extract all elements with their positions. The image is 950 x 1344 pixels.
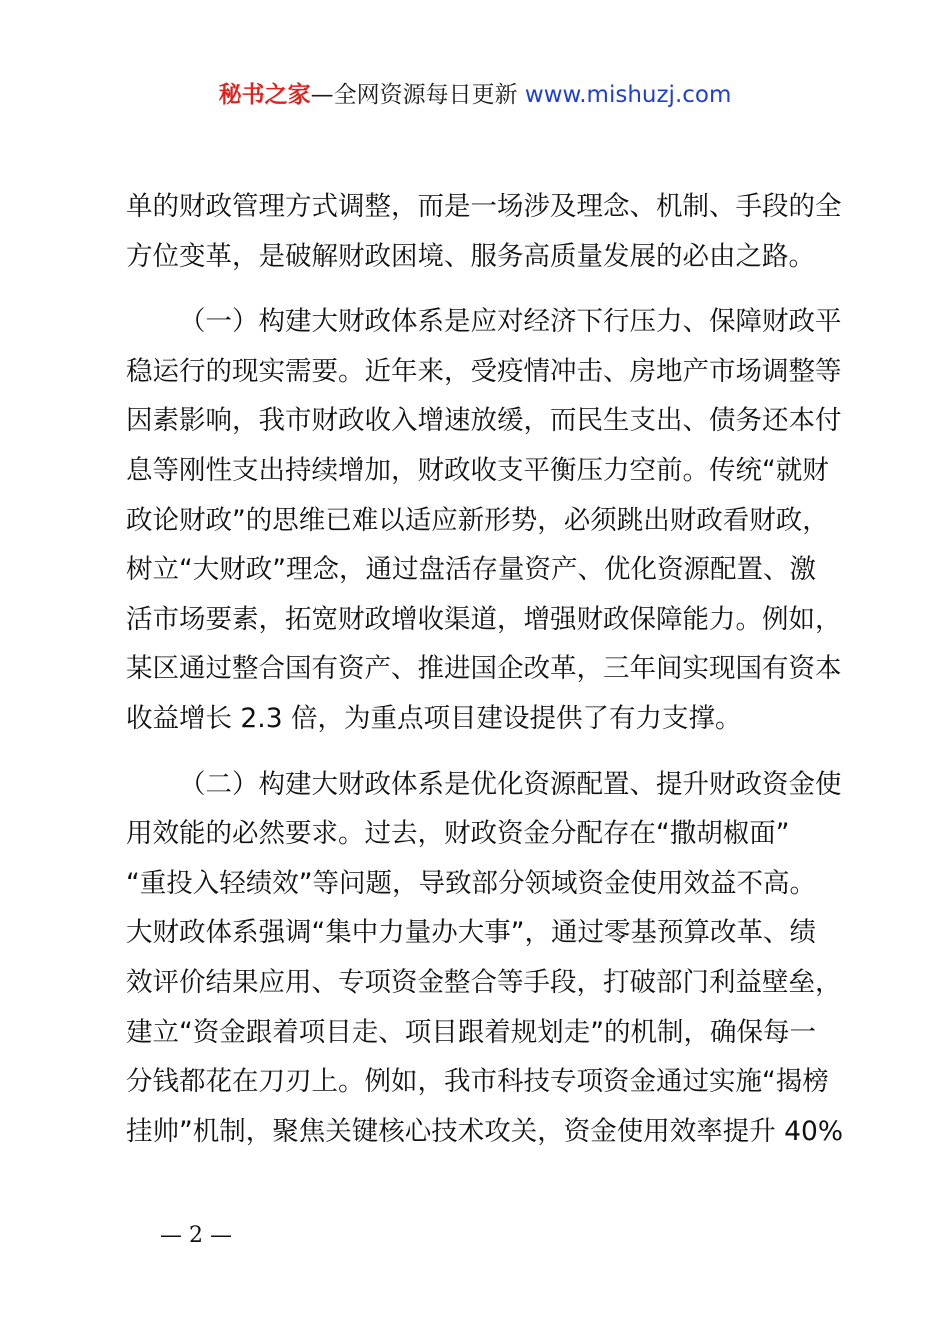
site-header (0, 78, 950, 112)
document-body (126, 182, 844, 1156)
text-line: 树立“大财政”理念，通过盘活存量资产、优化资源配置、激 (126, 554, 816, 586)
site-brand: 秘书之家 (218, 82, 311, 108)
text-line: 因素影响，我市财政收入增速放缓，而民生支出、债务还本付 (126, 405, 842, 437)
site-tagline: —全网资源每日更新 (310, 82, 525, 108)
text-line: 挂帅”机制，聚焦关键核心技术攻关，资金使用效率提升 40% (126, 1115, 844, 1147)
text-line: 分钱都花在刀刃上。例如，我市科技专项资金通过实施“揭榜 (126, 1066, 829, 1098)
text-line: 某区通过整合国有资产、推进国企改革，三年间实现国有资本 (126, 653, 842, 685)
text-line: “重投入轻绩效”等问题，导致部分领域资金使用效益不高。 (126, 867, 816, 899)
text-line: 活市场要素，拓宽财政增收渠道，增强财政保障能力。例如， (126, 603, 842, 635)
site-url[interactable]: www.mishuzj.com (524, 82, 732, 108)
text-line: 效评价结果应用、专项资金整合等手段，打破部门利益壁垒， (126, 966, 842, 998)
text-line: 收益增长 2.3 倍，为重点项目建设提供了有力支撑。 (126, 702, 742, 734)
text-line: 稳运行的现实需要。近年来，受疫情冲击、房地产市场调整等 (126, 355, 842, 387)
text-line: 政论财政”的思维已难以适应新形势，必须跳出财政看财政， (126, 504, 829, 536)
text-line: （一）构建大财政体系是应对经济下行压力、保障财政平 (179, 306, 842, 338)
text-line: 建立“资金跟着项目走、项目跟着规划走”的机制，确保每一 (126, 1016, 816, 1048)
text-line: 方位变革，是破解财政困境、服务高质量发展的必由之路。 (126, 240, 815, 272)
paragraph-continued (126, 182, 842, 281)
text-line: 用效能的必然要求。过去，财政资金分配存在“撒胡椒面” (126, 818, 790, 850)
text-line: 大财政体系强调“集中力量办大事”，通过零基预算改革、绩 (126, 917, 816, 949)
paragraph-section-2 (126, 760, 844, 1157)
page-number: — 2 — (160, 1223, 232, 1248)
text-line: 息等刚性支出持续增加，财政收支平衡压力空前。传统“就财 (126, 454, 829, 486)
text-line: 单的财政管理方式调整，而是一场涉及理念、机制、手段的全 (126, 191, 842, 222)
text-line: （二）构建大财政体系是优化资源配置、提升财政资金使 (179, 768, 842, 800)
paragraph-section-1 (126, 297, 842, 743)
